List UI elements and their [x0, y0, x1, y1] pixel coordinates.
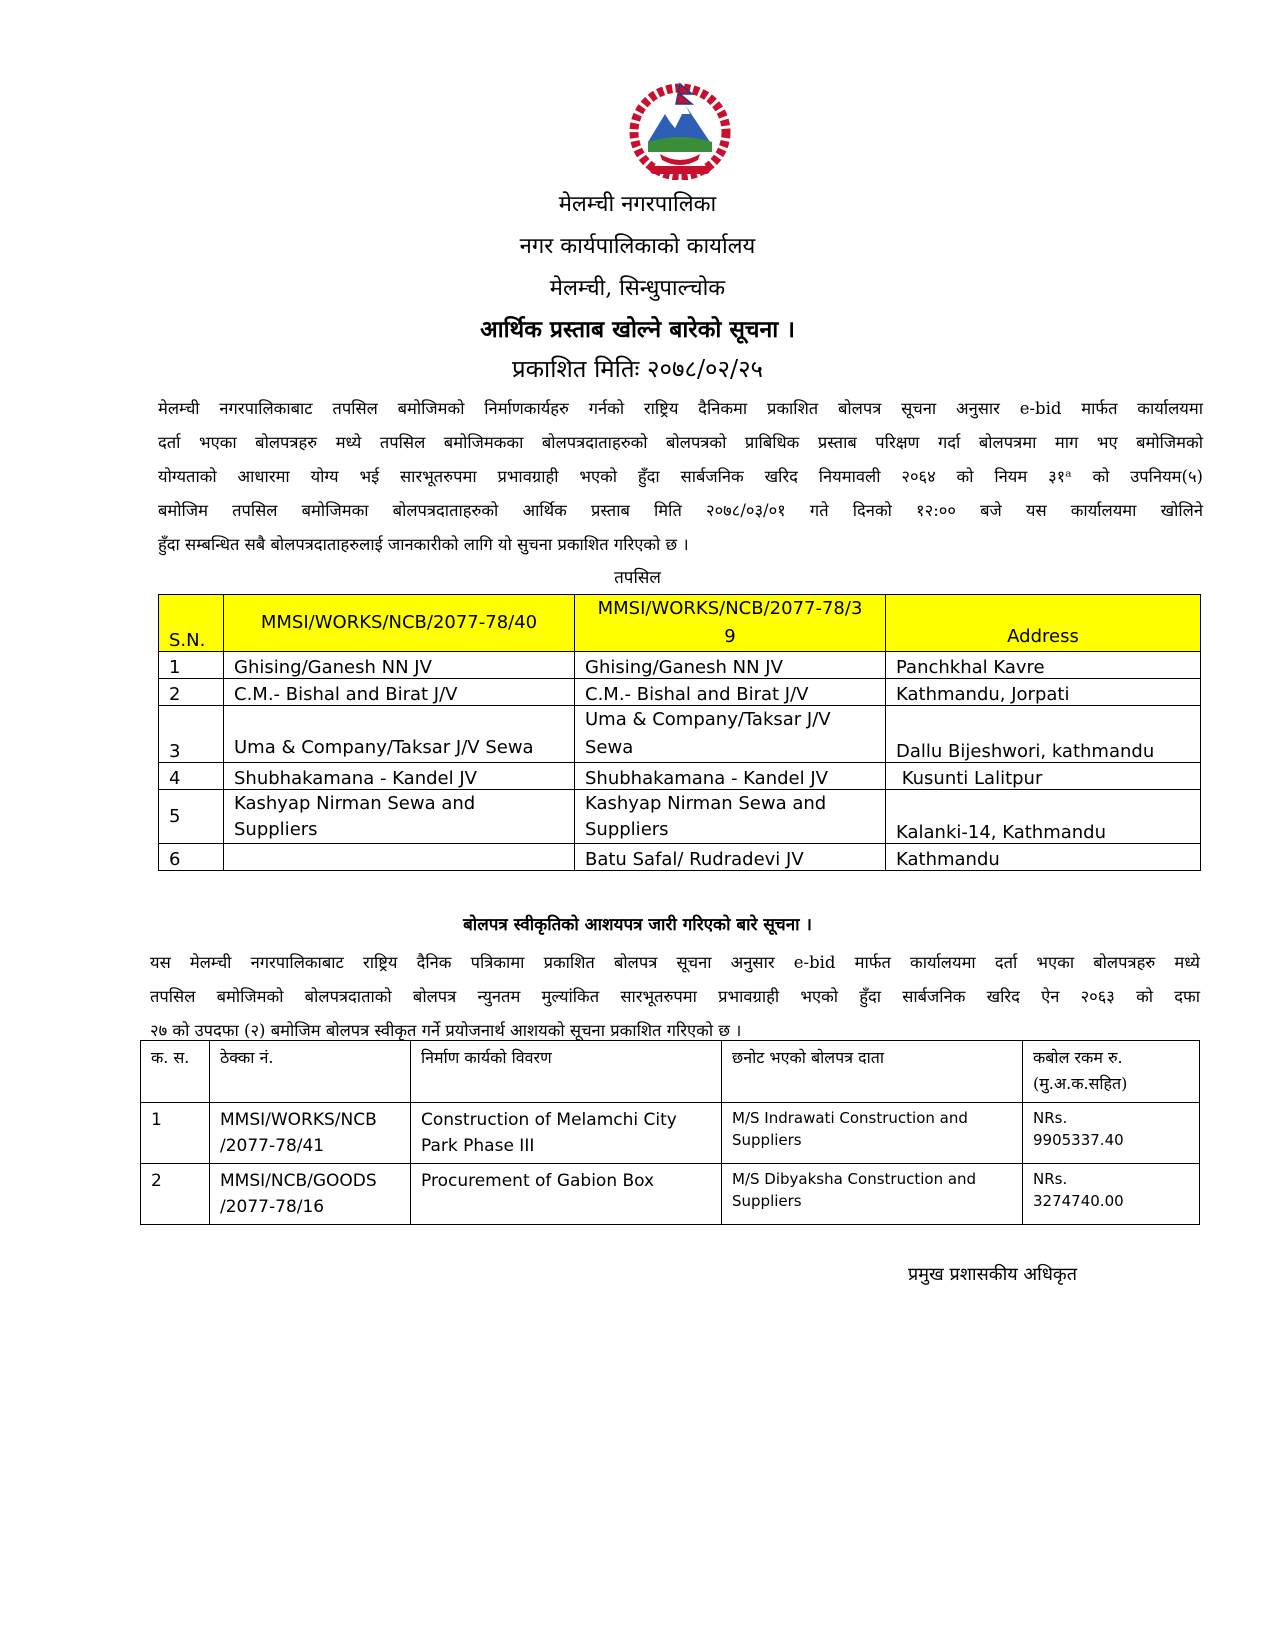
bidder-line: M/S Indrawati Construction and [732, 1109, 968, 1127]
paragraph-line: २७ को उपदफा (२) बमोजिम बोलपत्र स्वीकृत गर्ने प्रयोजनार्थ आशयको सूचना प्रकाशित गरिएको छ । [150, 1021, 742, 1040]
cell-bidder-39: Shubhakamana - Kandel JV [575, 763, 886, 790]
cell-selected-bidder [722, 1103, 1023, 1164]
cell-bidder-39: Uma & Company/Taksar J/V Sewa [575, 706, 886, 763]
table-row [159, 706, 1201, 763]
header-serial: क. स. [141, 1041, 210, 1103]
cell-sn: 5 [159, 790, 224, 844]
header-contract-40: MMSI/WORKS/NCB/2077-78/40 [224, 595, 575, 652]
cell-address: Dallu Bijeshwori, kathmandu [886, 706, 1201, 763]
cell-bidder-39: C.M.- Bishal and Birat J/V [575, 679, 886, 706]
cell-serial: 2 [141, 1164, 210, 1225]
contract-no-line: MMSI/NCB/GOODS [220, 1171, 377, 1191]
office-name: नगर कार्यपालिकाको कार्यालय [519, 234, 756, 259]
notice-paragraph [158, 392, 1203, 562]
paragraph-line: बमोजिम तपसिल बमोजिमका बोलपत्रदाताहरुको आर्थिक प्रस्ताब मिति २०७८/०३/०१ गते दिनको १२:०० बजे यस कार्यालयमा खोलिने [158, 501, 1203, 520]
description-line: Construction of Melamchi City [421, 1110, 677, 1130]
header-sn: S.N. [159, 595, 224, 652]
loi-notice-title: बोलपत्र स्वीकृतिको आशयपत्र जारी गरिएको बारे सूचना । [463, 915, 812, 935]
cell-bid-amount [1023, 1103, 1200, 1164]
table-row [159, 679, 1201, 706]
cell-sn: 1 [159, 652, 224, 679]
header-bid-amount [1023, 1041, 1200, 1103]
header-bid-amount-line2: (मु.अ.क.सहित) [1033, 1074, 1128, 1093]
municipality-name: मेलम्ची नगरपालिका [558, 192, 717, 217]
nepal-emblem-icon [620, 80, 740, 180]
cell-address: Panchkhal Kavre [886, 652, 1201, 679]
cell-sn: 2 [159, 679, 224, 706]
cell-bidder-39: Batu Safal/ Rudradevi JV [575, 844, 886, 871]
header-selected-bidder: छनोट भएको बोलपत्र दाता [722, 1041, 1023, 1103]
cell-address: Kathmandu [886, 844, 1201, 871]
table-header-row [159, 595, 1201, 652]
cell-address: Kathmandu, Jorpati [886, 679, 1201, 706]
table-header-row [141, 1041, 1200, 1103]
table-row [159, 790, 1201, 844]
paragraph-line: मेलम्ची नगरपालिकाबाट तपसिल बमोजिमको निर्माणकार्यहरु गर्नको राष्ट्रिय दैनिकमा प्रकाशित बोलपत्र सूचना अनुसार e-bid मार्फत कार्यालयमा [158, 399, 1203, 418]
awards-table [140, 1040, 1200, 1225]
bidders-table [158, 594, 1201, 871]
amount-value: 3274740.00 [1033, 1192, 1124, 1210]
cell-work-description [411, 1164, 722, 1225]
currency-label: NRs. [1033, 1170, 1068, 1188]
table-row [159, 844, 1201, 871]
header-address: Address [886, 595, 1201, 652]
currency-label: NRs. [1033, 1109, 1068, 1127]
cell-sn: 3 [159, 706, 224, 763]
bidder-line: Suppliers [732, 1131, 802, 1149]
cell-contract-no [210, 1164, 411, 1225]
office-location: मेलम्ची, सिन्धुपाल्चोक [549, 276, 726, 301]
paragraph-line: योग्यताको आधारमा योग्य भई सारभूतरुपमा प्रभावग्राही भएको हुँदा सार्बजनिक खरिद नियमावली २०६४ को नियम ३१ᵃ को उपनियम(५) [158, 467, 1203, 486]
cell-serial: 1 [141, 1103, 210, 1164]
cell-bidder-40: C.M.- Bishal and Birat J/V [224, 679, 575, 706]
cell-address: Kusunti Lalitpur [886, 763, 1201, 790]
cell-address: Kalanki-14, Kathmandu [886, 790, 1201, 844]
cell-bidder-40 [224, 844, 575, 871]
cell-bidder-40: Uma & Company/Taksar J/V Sewa [224, 706, 575, 763]
table-row [159, 652, 1201, 679]
cell-work-description [411, 1103, 722, 1164]
contract-no-line: /2077-78/41 [220, 1136, 325, 1156]
cell-bidder-39: Kashyap Nirman Sewa and Suppliers [575, 790, 886, 844]
loi-paragraph [150, 946, 1200, 1048]
table-row [141, 1164, 1200, 1225]
bidder-line: Suppliers [732, 1192, 802, 1210]
notice-title: आर्थिक प्रस्ताब खोल्ने बारेको सूचना । [480, 316, 795, 343]
paragraph-line: तपसिल बमोजिमको बोलपत्रदाताको बोलपत्र न्युनतम मुल्यांकित सारभूतरुपमा प्रभावग्राही भएको हुँदा सार्बजनिक खरिद ऐन २०६३ को दफा [150, 987, 1200, 1006]
cell-bidder-40: Kashyap Nirman Sewa and Suppliers [224, 790, 575, 844]
header-contract-39: MMSI/WORKS/NCB/2077-78/39 [575, 595, 886, 652]
cell-bidder-40: Ghising/Ganesh NN JV [224, 652, 575, 679]
cell-contract-no [210, 1103, 411, 1164]
tapasil-label: तपसिल [614, 568, 661, 588]
cell-sn: 4 [159, 763, 224, 790]
contract-no-line: /2077-78/16 [220, 1197, 325, 1217]
signature-designation: प्रमुख प्रशासकीय अधिकृत [908, 1264, 1077, 1285]
publish-date: प्रकाशित मितिः २०७८/०२/२५ [511, 355, 764, 383]
cell-sn: 6 [159, 844, 224, 871]
description-line: Park Phase III [421, 1136, 535, 1156]
cell-bidder-40: Shubhakamana - Kandel JV [224, 763, 575, 790]
cell-bidder-39: Ghising/Ganesh NN JV [575, 652, 886, 679]
bidder-line: M/S Dibyaksha Construction and [732, 1170, 977, 1188]
description-line: Procurement of Gabion Box [421, 1171, 655, 1191]
header-work-description: निर्माण कार्यको विवरण [411, 1041, 722, 1103]
paragraph-line: हुँदा सम्बन्धित सबै बोलपत्रदाताहरुलाई जानकारीको लागि यो सुचना प्रकाशित गरिएको छ । [158, 535, 689, 554]
cell-selected-bidder [722, 1164, 1023, 1225]
cell-bid-amount [1023, 1164, 1200, 1225]
paragraph-line: दर्ता भएका बोलपत्रहरु मध्ये तपसिल बमोजिमकका बोलपत्रदाताहरुको बोलपत्रको प्राबिधिक प्रस्ताब परिक्षण गर्दा बोलपत्रमा माग भए बमोजिमको [158, 433, 1203, 452]
amount-value: 9905337.40 [1033, 1131, 1124, 1149]
table-row [141, 1103, 1200, 1164]
table-row [159, 763, 1201, 790]
header-bid-amount-line1: कबोल रकम रु. [1033, 1048, 1123, 1067]
header-contract-no: ठेक्का नं. [210, 1041, 411, 1103]
contract-no-line: MMSI/WORKS/NCB [220, 1110, 377, 1130]
paragraph-line: यस मेलम्ची नगरपालिकाबाट राष्ट्रिय दैनिक पत्रिकामा प्रकाशित बोलपत्र सूचना अनुसार e-bid मार्फत कार्यालयमा दर्ता भएका बोलपत्रहरु मध्ये [150, 953, 1200, 972]
